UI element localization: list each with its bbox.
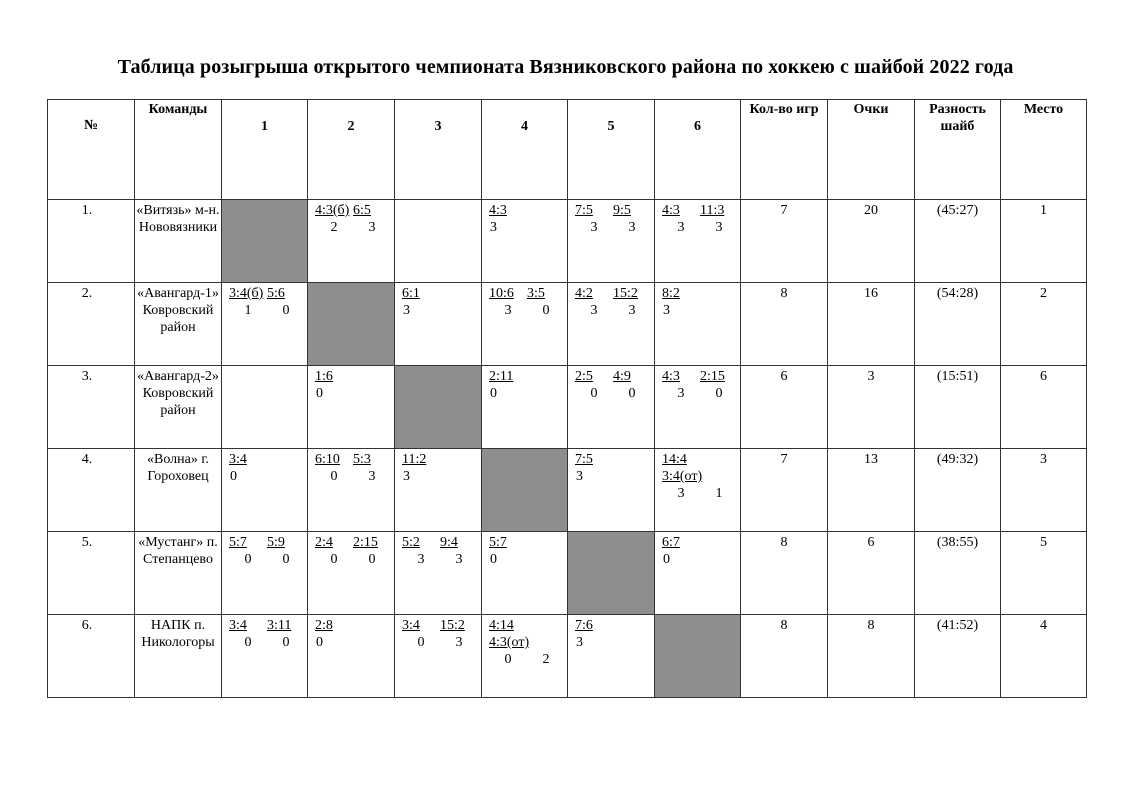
match-points: 0 [282, 635, 290, 650]
place: 2 [1001, 283, 1087, 366]
score: 15:2 [613, 286, 638, 301]
score: 7:6 [575, 618, 593, 633]
table-row [48, 283, 1087, 366]
points-line [662, 485, 738, 502]
page-title: Таблица розыгрыша открытого чемпионата Вязниковского района по хоккею с шайбой 2022 года [117, 56, 1014, 78]
result-cell [222, 532, 308, 615]
header-col-3: 3 [395, 100, 482, 200]
row-number: 4. [48, 449, 135, 532]
score-line [315, 368, 392, 385]
diagonal-cell [655, 615, 741, 698]
points-line [489, 302, 565, 319]
score: 2:15 [700, 369, 725, 384]
match-points: 3 [368, 469, 376, 484]
points-line [229, 551, 305, 568]
points-line [575, 385, 652, 402]
goal-difference: (15:51) [915, 366, 1001, 449]
score-line [229, 534, 305, 551]
table-row [48, 615, 1087, 698]
match-points: 3 [663, 303, 670, 318]
row-number: 2. [48, 283, 135, 366]
score-line [229, 617, 305, 634]
result-cell [655, 532, 741, 615]
result-cell [395, 532, 482, 615]
goal-difference: (54:28) [915, 283, 1001, 366]
score-line [662, 368, 738, 385]
header-col-2: 2 [308, 100, 395, 200]
match-points: 2 [330, 220, 338, 235]
result-cell [655, 449, 741, 532]
result-cell [308, 366, 395, 449]
score: 2:5 [575, 369, 593, 384]
match-points: 3 [490, 220, 497, 235]
match-points: 3 [628, 220, 636, 235]
team-name: «Авангард-2» Ковровский район [135, 366, 222, 449]
result-cell [655, 283, 741, 366]
header-row [48, 100, 1087, 200]
games-count: 8 [741, 283, 828, 366]
team-name: «Мустанг» п. Степанцево [135, 532, 222, 615]
table-row [48, 449, 1087, 532]
match-points: 3 [590, 303, 598, 318]
score: 2:15 [353, 535, 378, 550]
score: 4:3 [662, 369, 680, 384]
score-line [575, 617, 652, 634]
place: 3 [1001, 449, 1087, 532]
diagonal-cell [395, 366, 482, 449]
team-name: «Волна» г. Гороховец [135, 449, 222, 532]
result-cell [395, 615, 482, 698]
match-points: 0 [715, 386, 723, 401]
match-points: 3 [715, 220, 723, 235]
points-line [315, 468, 392, 485]
match-points: 3 [677, 220, 685, 235]
score: 6:1 [402, 286, 420, 301]
score-line [229, 451, 305, 468]
match-points: 0 [663, 552, 670, 567]
goal-difference: (41:52) [915, 615, 1001, 698]
goal-difference: (38:55) [915, 532, 1001, 615]
match-points: 0 [316, 386, 323, 401]
result-cell [482, 615, 568, 698]
score: 2:8 [315, 618, 333, 633]
points-total: 13 [828, 449, 915, 532]
score: 5:7 [229, 535, 247, 550]
result-cell [482, 283, 568, 366]
points-line [402, 468, 479, 485]
header-col-6: 6 [655, 100, 741, 200]
table-row [48, 200, 1087, 283]
score-line [489, 534, 565, 551]
score: 11:2 [402, 452, 427, 467]
score: 9:5 [613, 203, 631, 218]
score-line [575, 202, 652, 219]
row-number: 1. [48, 200, 135, 283]
score: 3:4 [402, 618, 420, 633]
header-num: № [48, 100, 135, 200]
match-points: 3 [677, 386, 685, 401]
result-cell [308, 532, 395, 615]
points-line [489, 219, 565, 236]
games-count: 8 [741, 615, 828, 698]
result-cell [655, 366, 741, 449]
match-points: 1 [244, 303, 252, 318]
match-points: 3 [368, 220, 376, 235]
games-count: 6 [741, 366, 828, 449]
score: 4:2 [575, 286, 593, 301]
points-line [575, 634, 652, 651]
points-total: 6 [828, 532, 915, 615]
score-line [662, 534, 738, 551]
score: 5:3 [353, 452, 371, 467]
score: 5:9 [267, 535, 285, 550]
result-cell [308, 200, 395, 283]
score: 14:4 [662, 452, 687, 467]
match-points: 0 [230, 469, 237, 484]
points-line [489, 385, 565, 402]
score-line [315, 617, 392, 634]
row-number: 5. [48, 532, 135, 615]
row-number: 3. [48, 366, 135, 449]
score-line [662, 285, 738, 302]
result-cell [222, 449, 308, 532]
match-points: 0 [244, 635, 252, 650]
points-line [575, 219, 652, 236]
score-line [402, 451, 479, 468]
result-cell [395, 449, 482, 532]
match-points: 3 [403, 303, 410, 318]
points-total: 8 [828, 615, 915, 698]
score: 2:11 [489, 369, 514, 384]
score: 15:2 [440, 618, 465, 633]
score: 3:5 [527, 286, 545, 301]
score-line [229, 285, 305, 302]
score-line [662, 202, 738, 219]
score-line [402, 285, 479, 302]
place: 1 [1001, 200, 1087, 283]
result-cell [482, 200, 568, 283]
games-count: 8 [741, 532, 828, 615]
goal-difference: (49:32) [915, 449, 1001, 532]
match-points: 0 [368, 552, 376, 567]
points-line [402, 302, 479, 319]
score-line [402, 534, 479, 551]
score-line [575, 451, 652, 468]
score: 7:5 [575, 203, 593, 218]
score-line [315, 534, 392, 551]
score-line [575, 285, 652, 302]
score: 6:7 [662, 535, 680, 550]
score-line [489, 285, 565, 302]
match-points: 0 [490, 552, 497, 567]
team-name: НАПК п. Никологоры [135, 615, 222, 698]
match-points: 3 [576, 469, 583, 484]
match-points: 3 [504, 303, 512, 318]
header-diff: Разность шайб [915, 100, 1001, 200]
header-col-1: 1 [222, 100, 308, 200]
score-line [575, 368, 652, 385]
match-points: 3 [417, 552, 425, 567]
score: 8:2 [662, 286, 680, 301]
header-col-4: 4 [482, 100, 568, 200]
points-line [229, 634, 305, 651]
match-points: 3 [590, 220, 598, 235]
score-line [402, 617, 479, 634]
points-line [315, 385, 392, 402]
diagonal-cell [308, 283, 395, 366]
points-line [662, 302, 738, 319]
header-games: Кол-во игр [741, 100, 828, 200]
match-points: 3 [576, 635, 583, 650]
match-points: 2 [542, 652, 550, 667]
result-cell [222, 366, 308, 449]
place: 4 [1001, 615, 1087, 698]
points-line [489, 651, 565, 668]
match-points: 0 [628, 386, 636, 401]
score-line [315, 451, 392, 468]
diagonal-cell [222, 200, 308, 283]
result-cell [395, 200, 482, 283]
score: 9:4 [440, 535, 458, 550]
match-points: 0 [590, 386, 598, 401]
result-cell [568, 449, 655, 532]
score: 4:3(б) [315, 203, 350, 218]
result-cell [655, 200, 741, 283]
score: 7:5 [575, 452, 593, 467]
score: 6:10 [315, 452, 340, 467]
match-points: 0 [330, 552, 338, 567]
match-points: 0 [417, 635, 425, 650]
score: 4:14 [489, 618, 514, 633]
header-col-5: 5 [568, 100, 655, 200]
match-points: 0 [542, 303, 550, 318]
match-points: 3 [628, 303, 636, 318]
points-line [315, 634, 392, 651]
score-line [489, 368, 565, 385]
match-points: 0 [330, 469, 338, 484]
score: 5:6 [267, 286, 285, 301]
score: 1:6 [315, 369, 333, 384]
points-line [575, 468, 652, 485]
score: 2:4 [315, 535, 333, 550]
diagonal-cell [568, 532, 655, 615]
result-cell [568, 615, 655, 698]
result-cell [568, 283, 655, 366]
result-cell [222, 283, 308, 366]
points-line [489, 551, 565, 568]
points-line [229, 302, 305, 319]
points-line [229, 468, 305, 485]
team-name: «Витязь» м-н. Нововязники [135, 200, 222, 283]
standings-table [47, 99, 1087, 698]
header-points: Очки [828, 100, 915, 200]
result-cell [308, 615, 395, 698]
games-count: 7 [741, 449, 828, 532]
points-line [315, 219, 392, 236]
diagonal-cell [482, 449, 568, 532]
match-points: 0 [244, 552, 252, 567]
points-line [402, 634, 479, 651]
match-points: 3 [677, 486, 685, 501]
points-line [662, 219, 738, 236]
result-cell [395, 283, 482, 366]
points-line [575, 302, 652, 319]
match-points: 0 [316, 635, 323, 650]
match-points: 0 [282, 552, 290, 567]
points-line [662, 551, 738, 568]
score: 10:6 [489, 286, 514, 301]
score: 3:4(б) [229, 286, 264, 301]
score: 4:3 [662, 203, 680, 218]
score: 3:11 [267, 618, 292, 633]
score: 11:3 [700, 203, 725, 218]
row-number: 6. [48, 615, 135, 698]
match-points: 3 [455, 635, 463, 650]
match-points: 0 [504, 652, 512, 667]
result-cell [482, 366, 568, 449]
match-points: 1 [715, 486, 723, 501]
result-cell [308, 449, 395, 532]
result-cell [568, 200, 655, 283]
points-line [315, 551, 392, 568]
team-name: «Авангард-1» Ковровский район [135, 283, 222, 366]
games-count: 7 [741, 200, 828, 283]
match-points: 0 [282, 303, 290, 318]
goal-difference: (45:27) [915, 200, 1001, 283]
score: 3:4 [229, 452, 247, 467]
result-cell [222, 615, 308, 698]
score: 5:7 [489, 535, 507, 550]
score: 4:9 [613, 369, 631, 384]
score: 3:4(от) [662, 469, 703, 484]
score: 5:2 [402, 535, 420, 550]
result-cell [482, 532, 568, 615]
score: 6:5 [353, 203, 371, 218]
table-row [48, 366, 1087, 449]
match-points: 0 [490, 386, 497, 401]
score: 4:3(от) [489, 635, 530, 650]
score-line [315, 202, 392, 219]
points-line [402, 551, 479, 568]
place: 5 [1001, 532, 1087, 615]
score: 3:4 [229, 618, 247, 633]
points-total: 3 [828, 366, 915, 449]
score: 4:3 [489, 203, 507, 218]
points-total: 20 [828, 200, 915, 283]
place: 6 [1001, 366, 1087, 449]
header-teams: Команды [135, 100, 222, 200]
points-total: 16 [828, 283, 915, 366]
points-line [662, 385, 738, 402]
result-cell [568, 366, 655, 449]
header-place: Место [1001, 100, 1087, 200]
match-points: 3 [455, 552, 463, 567]
score-line [489, 202, 565, 219]
table-row [48, 532, 1087, 615]
match-points: 3 [403, 469, 410, 484]
